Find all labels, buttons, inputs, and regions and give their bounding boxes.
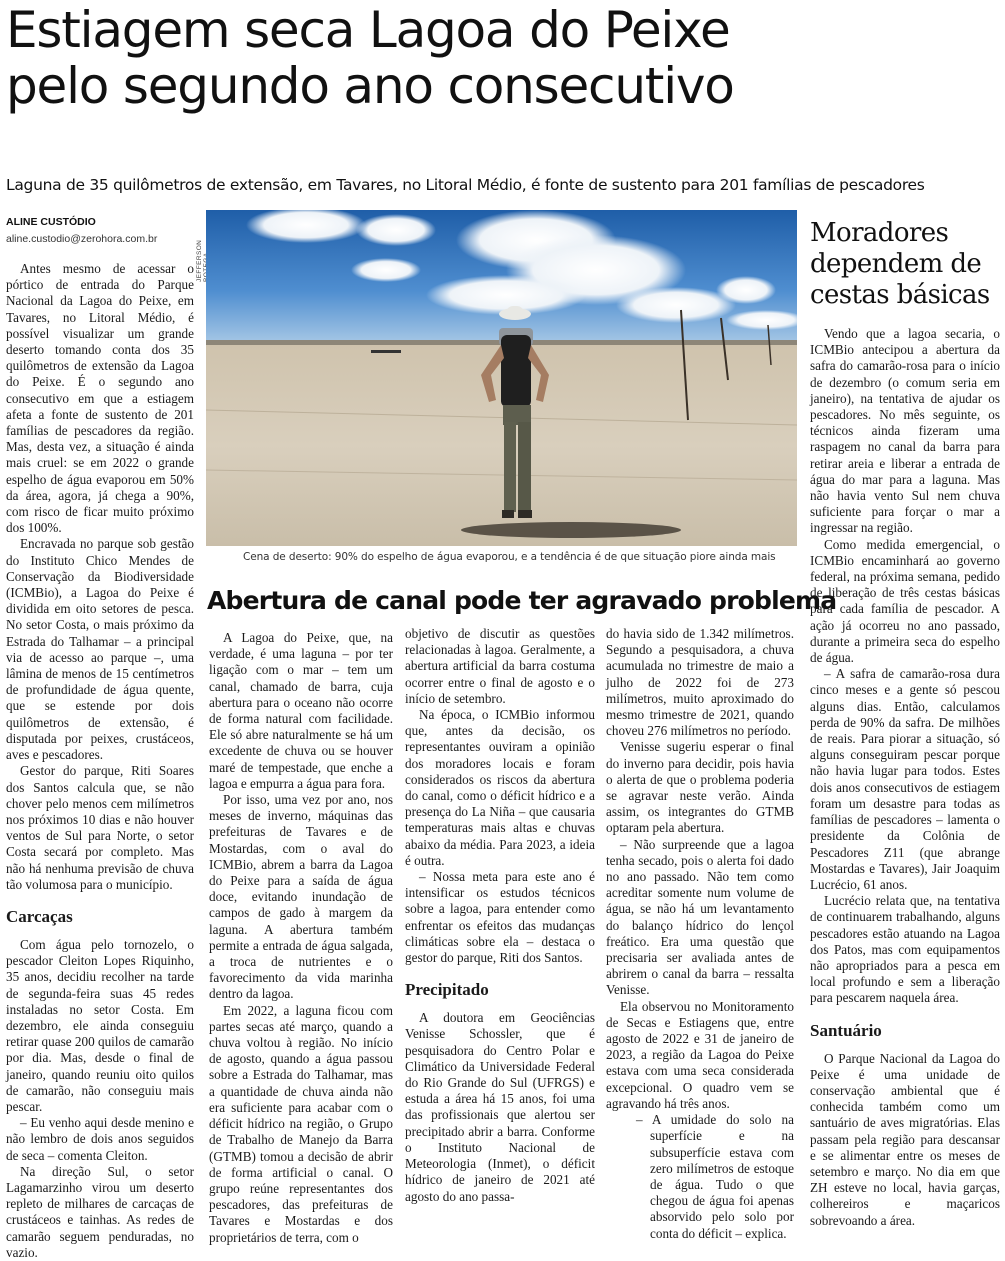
paragraph: do havia sido de 1.342 milímetros. Segundo a pesquisadora, a chuva acumulada no trimestre de maio a julho de 2022 foi de 273 milímetros, muito aproximado do mesmo trimestre de 2021, quando choveu 276 milímetros no período. [606,626,794,739]
paragraph: Em 2022, a laguna ficou com partes secas até março, quando a chuva voltou à região. No início de agosto, quando a água passou sobre a Estrada do Talhamar, mas a quantidade de chuva ainda não era suficiente para acabar com o déficit hídrico na região, o Grupo de Trabalho de Manejo da Barra (GTMB) tomou a decisão de abrir de forma artificial o canal. O grupo reúne representantes dos pescadores, das prefeituras de Tavares e Mostardas e dos proprietários de terra, com o [209,1002,393,1245]
headline-line-2: pelo segundo ano consecutivo [6,57,734,115]
photo-caption: Cena de deserto: 90% do espelho de água evaporou, e a tendência é de que situação piore ainda mais [243,551,776,563]
author-email[interactable]: aline.custodio@zerohora.com.br [6,233,158,245]
article-column-4 [606,626,794,1242]
paragraph: Gestor do parque, Riti Soares dos Santos calcula que, se não chover pelo menos cem milímetros nos próximos 10 dias e não houver ventos de Sul para Norte, o setor Costa secará por completo. Mas não há nenhuma previsão de chuva tão volumosa para o município. [6,763,194,892]
paragraph: objetivo de discutir as questões relacionadas à lagoa. Geralmente, a abertura artificial da barra costuma ocorrer entre o final de agosto e o início de setembro. [405,626,595,706]
article-column-5 [810,326,1000,1229]
paragraph: Na direção Sul, o setor Lagamarzinho virou um deserto repleto de milhares de carcaças de crustáceos e tainhas. As redes de camarão seguem penduradas, no vazio. [6,1163,194,1260]
paragraph: O Parque Nacional da Lagoa do Peixe é uma unidade de conservação ambiental que é conhecida também como um santuário de aves migratórias. Elas passam pela região para descansar e se alimentar entre os meses de setembro e março. No dia em que ZH esteve no local, havia garças, colhereiros e maçaricos sobrevoando a área. [810,1050,1000,1228]
paragraph: Ela observou no Monitoramento de Secas e Estiagens que, entre agosto de 2022 e 31 de janeiro de 2023, a região da Lagoa do Peixe estava com uma seca considerada excepcional. O quadro vem se agravando há três anos. [606,998,794,1111]
subsection-heading-carcacas: Carcaças [6,906,73,926]
article-column-2 [209,630,393,1246]
paragraph: Antes mesmo de acessar o pórtico de entrada do Parque Nacional da Lagoa do Peixe, em Tavares, no Litoral Médio, é possível visualizar um grande deserto tomando conta dos 35 quilômetros de extensão da Lagoa do Peixe. É o segundo ano consecutivo em que a estiagem afeta a fonte de sustento de 201 famílias de pescadores da região. Mas, desta vez, a situação é ainda mais cruel: se em 2022 o grande espelho de água evaporou em 50% da área, agora, já chega a 90%, com risco de ficar muito próximo dos 100%. [6,261,194,536]
subsection-heading-precipitado: Precipitado [405,980,489,1000]
sidebar-title: Moradores dependem de cestas básicas [810,218,990,310]
article-column-1 [6,261,194,1261]
paragraph: Lucrécio relata que, na tentativa de continuarem trabalhando, alguns pescadores estão atuando na Lagoa dos Patos, mas com equipamentos não apropriados para a pesca em local profundo e sem a liberação para pescarem naquela área. [810,893,1000,1006]
article-photo [206,210,797,546]
paragraph: – A umidade do solo na superfície e na subsuperfície estava com zero milímetros de estoque de água. Tudo o que chegou de água foi apenas absorvido pelo solo por conta do déficit – explica. [636,1112,794,1241]
section-title: Abertura de canal pode ter agravado problema [207,586,837,615]
subheadline: Laguna de 35 quilômetros de extensão, em Tavares, no Litoral Médio, é fonte de sustento para 201 famílias de pescadores [6,176,925,194]
paragraph: Encravada no parque sob gestão do Instituto Chico Mendes de Conservação da Biodiversidade (ICMBio), a Lagoa do Peixe é dividida em oito setores de pesca. No setor Costa, o mais próximo da Estrada do Talhamar – a principal via de acesso ao parque –, uma lâmina de menos de 15 centímetros de profundidade de água quente, que se estende por dois quilômetros de extensão, é disputada por peixes, crustáceos, aves e pescadores. [6,536,194,763]
paragraph: Com água pelo tornozelo, o pescador Cleiton Lopes Riquinho, 35 anos, decidiu recolher na tarde de segunda-feira suas 45 redes instaladas no setor Costa. Em dezembro, ele ainda conseguiu retirar quase 200 quilos de camarão por dia. Mas, desde o final de janeiro, quando reuniu oito quilos de camarão, não conseguiu mais pescar. [6,936,194,1114]
author-name: ALINE CUSTÓDIO [6,216,96,228]
paragraph: Na época, o ICMBio informou que, antes da decisão, os representantes ouviram a opinião dos moradores locais e foram considerados os riscos da abertura do canal, como o déficit hídrico e a presença do La Niña – que causaria temperaturas mais altas e chuvas abaixo da média. Para 2023, a ideia é outra. [405,707,595,868]
paragraph: Vendo que a lagoa secaria, o ICMBio antecipou a abertura da safra do camarão-rosa para o início de dezembro (o comum seria em janeiro), na tentativa de ajudar os pescadores. No mês seguinte, os técnicos ainda fizeram uma raspagem no canal da barra para retirar areia e liberar a entrada de água do mar para a laguna. Mas não havia vento Sul nem chuva suficiente para forçar o mar a ingressar na região. [810,326,1000,536]
headline [6,2,1001,114]
paragraph: – Eu venho aqui desde menino e não lembro de dois anos seguidos de seca – comenta Cleiton. [6,1115,194,1163]
paragraph: – Não surpreende que a lagoa tenha secado, pois o alerta foi dado no ano passado. Não tem como acreditar somente num volume de água, se não há um levantamento do balanço hídrico do lençol freático. Era uma questão que precisaria ser avaliada antes de abrirem o canal da barra – ressalta Venisse. [606,836,794,998]
paragraph: A Lagoa do Peixe, que, na verdade, é uma laguna – por ter ligação com o mar – tem um canal, chamado de barra, cuja abertura para o oceano não ocorre de forma natural com facilidade. Ele só abre naturalmente se há um excedente de chuva ou se houver maré de tempestade, que enche a lagoa e empurra a água para fora. [209,630,393,791]
paragraph: Venisse sugeriu esperar o final do inverno para decidir, pois havia o alerta de que o problema poderia se agravar neste verão. Ainda assim, os integrantes do GTMB optaram pela abertura. [606,739,794,836]
article-column-3 [405,626,595,1205]
paragraph: Por isso, uma vez por ano, nos meses de inverno, máquinas das prefeituras de Tavares e de Mostardas, com o aval do ICMBio, abrem a barra da Lagoa do Peixe para a saída de água doce, evitando inundação de campos de gado à margem da laguna. A abertura também permite a entrada de água salgada, a troca de nutrientes e o favorecimento da vida marinha dentro da lagoa. [209,792,393,1002]
desert-lagoon-photo [206,210,797,546]
paragraph: – Nossa meta para este ano é intensificar os estudos técnicos sobre a lagoa, para entender como enfrentar os efeitos das mudanças climáticas sobre ela – destaca o gestor do parque, Riti dos Santos. [405,869,595,966]
paragraph: A doutora em Geociências Venisse Schossler, que é pesquisadora do Centro Polar e Climático da Universidade Federal do Rio Grande do Sul (UFRGS) e estuda a área há 15 anos, foi uma das profissionais que alertou ser precipitado abrir a barra. Conforme o Instituto Nacional de Meteorologia (Inmet), o déficit hídrico de janeiro de 2021 até agosto do ano passa- [405,1010,595,1204]
paragraph: – A safra de camarão-rosa dura cinco meses e a gente só pescou alguns dias. Então, calculamos perda de 90% da safra. De milhões de reais. Para piorar a situação, só alguns conseguiram pescar porque não havia lugar para todos. Estes dois anos consecutivos de estiagem foram um desastre para todas as famílias de pescadores – lamenta o presidente da Colônia de Pescadores Z11 (que abrange Mostardas e Tavares), Jair Joaquim Lucrécio, 61 anos. [810,666,1000,892]
paragraph: Como medida emergencial, o ICMBio encaminhará ao governo federal, na próxima semana, pedido de liberação de três cestas básicas para cada família de pescador. A ação já ocorreu no ano passado, durante a primeira seca do espelho de água. [810,536,1000,666]
subsection-heading-santuario: Santuário [810,1020,882,1040]
photo-credit: JEFFERSON [196,239,203,282]
headline-line-1: Estiagem seca Lagoa do Peixe [6,1,730,59]
